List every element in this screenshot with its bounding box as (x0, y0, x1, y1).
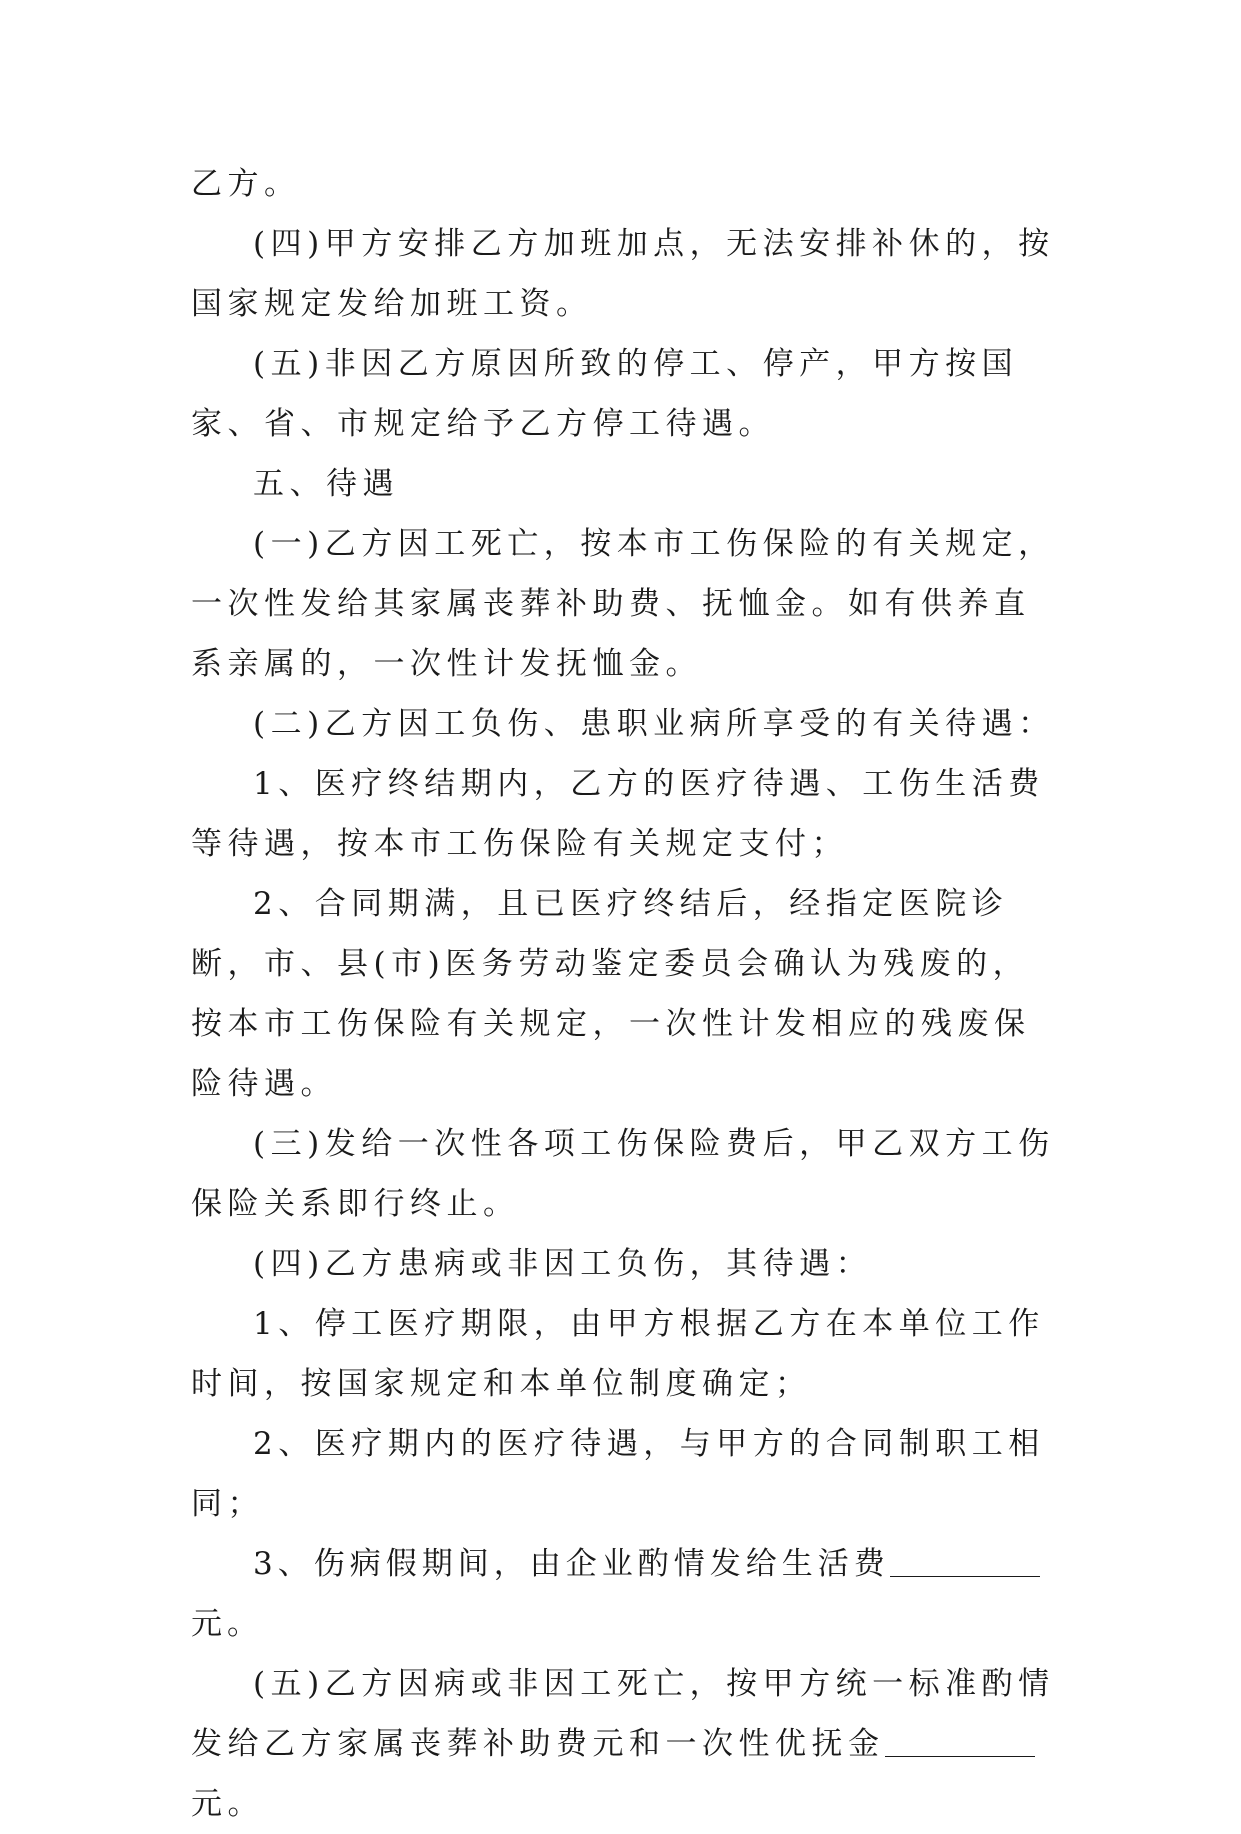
paragraph-with-blank (191, 1534, 1061, 1654)
fill-in-blank[interactable] (885, 1756, 1035, 1757)
paragraph: 1、医疗终结期内，乙方的医疗待遇、工伤生活费等待遇，按本市工伤保险有关规定支付； (191, 766, 1045, 862)
paragraph-with-blank (191, 1654, 1061, 1834)
paragraph-text: 元。 (191, 1786, 264, 1822)
paragraph: 2、医疗期内的医疗待遇，与甲方的合同制职工相同； (191, 1426, 1045, 1522)
paragraph-text: 元。 (191, 1606, 263, 1642)
paragraph: (二)乙方因工负伤、患职业病所享受的有关待遇： (253, 706, 1055, 742)
paragraph: (四)甲方安排乙方加班加点，无法安排补休的，按国家规定发给加班工资。 (191, 226, 1055, 322)
paragraph: 1、停工医疗期限，由甲方根据乙方在本单位工作时间，按国家规定和本单位制度确定； (191, 1306, 1045, 1402)
paragraph: (一)乙方因工死亡，按本市工伤保险的有关规定，一次性发给其家属丧葬补助费、抚恤金。如有供养直系亲属的，一次性计发抚恤金。 (191, 526, 1055, 682)
paragraph-text: 3、伤病假期间，由企业酌情发给生活费 (253, 1546, 890, 1582)
fill-in-blank[interactable] (890, 1576, 1040, 1577)
paragraph: (五)非因乙方原因所致的停工、停产，甲方按国家、省、市规定给予乙方停工待遇。 (191, 346, 1019, 442)
paragraph-text: (五)乙方因病或非因工死亡，按甲方统一标准酌情发给乙方家属丧葬补助费元和一次性优抚金 (191, 1666, 1055, 1762)
paragraph: (四)乙方患病或非因工负伤，其待遇： (253, 1246, 873, 1282)
paragraph: 2、合同期满，且已医疗终结后，经指定医院诊断，市、县(市)医务劳动鉴定委员会确认为残废的，按本市工伤保险有关规定，一次性计发相应的残废保险待遇。 (191, 886, 1031, 1102)
paragraph: 乙方。 (191, 166, 301, 202)
section-heading: 五、待遇 (253, 466, 399, 502)
paragraph: (三)发给一次性各项工伤保险费后，甲乙双方工伤保险关系即行终止。 (191, 1126, 1055, 1222)
document-body (191, 154, 1061, 1834)
